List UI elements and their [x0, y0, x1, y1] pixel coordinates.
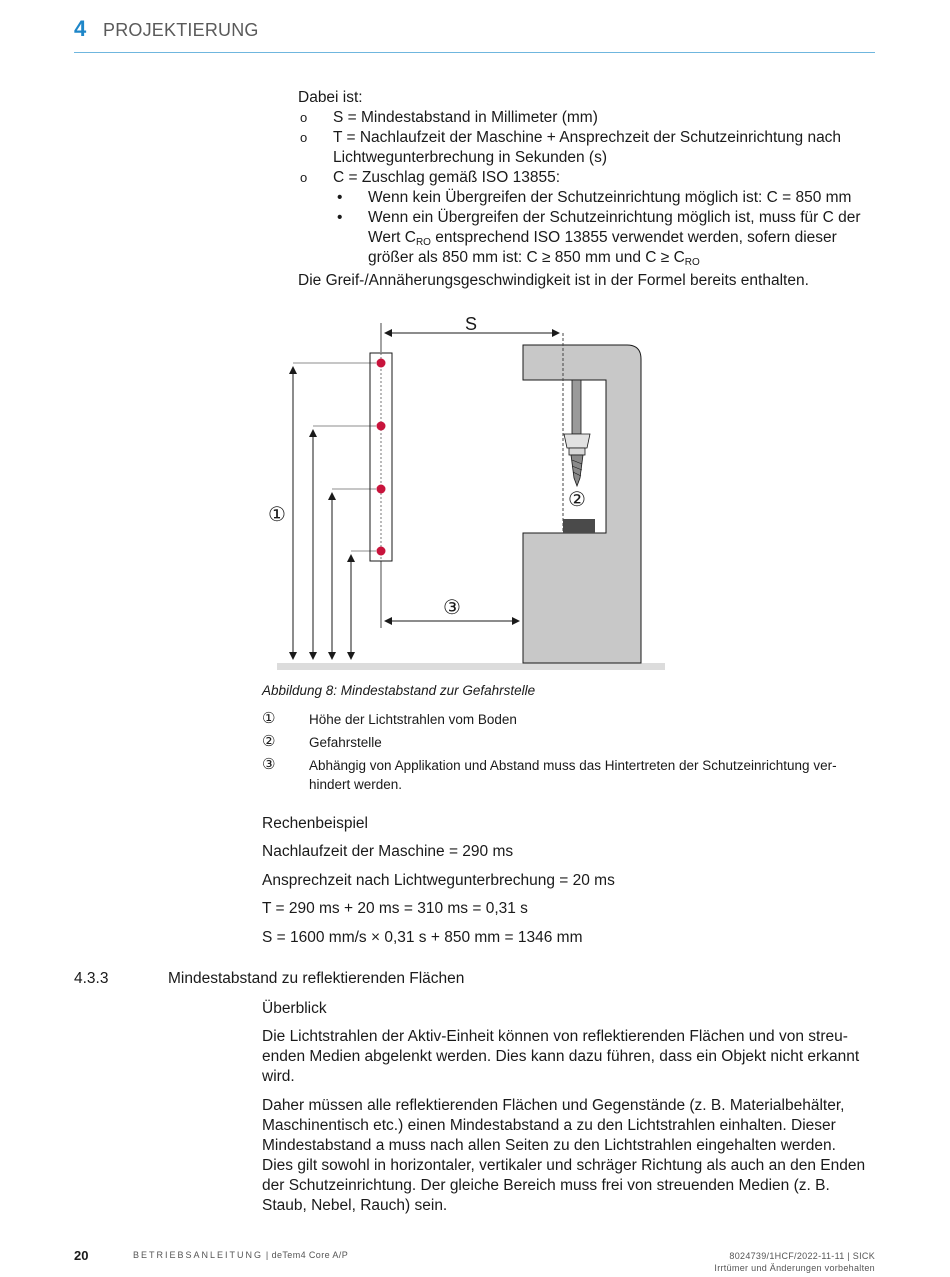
intro-closing: Die Greif-/Annäherungsgeschwindigkeit ist in der Formel bereits enthalten.	[298, 272, 809, 289]
dabei-label: Dabei ist:	[298, 89, 363, 106]
item-c2-line2: Wert $C_{RO}$ entsprechend ISO 13855 verwendet werden, sofern dieser	[368, 229, 837, 248]
item-t-line1: T = Nachlaufzeit der Maschine + Ansprechzeit der Schutzeinrichtung nach	[333, 129, 842, 146]
item-c2-line3: größer als 850 mm ist: C ≥ 850 mm und $C \ge C_{RO}$	[368, 249, 700, 268]
figure-caption: Abbildung 8: Mindestabstand zur Gefahrstelle	[262, 683, 536, 698]
para1-line: Die Lichtstrahlen der Aktiv-Einheit können von reflektierenden Flächen und von streu-	[262, 1028, 848, 1045]
label-s: S	[464, 314, 478, 334]
legend-num-2: ②	[262, 733, 276, 750]
example-line: S = 1600 mm/s × 0,31 s + 850 mm = 1346 mm	[262, 929, 583, 946]
example-line: Nachlaufzeit der Maschine = 290 ms	[262, 843, 514, 860]
callout-3: ③	[443, 595, 461, 619]
legend-text-1: Höhe der Lichtstrahlen vom Boden	[309, 712, 517, 727]
para2-line: Staub, Nebel, Rauch) sein.	[262, 1197, 448, 1214]
bullet-t: o	[300, 130, 308, 145]
beam-dot	[377, 359, 386, 368]
legend-text-3: Abhängig von Applikation und Abstand muss das Hintertreten der Schutzeinrichtung ver-	[309, 758, 837, 773]
drill-bit	[571, 455, 583, 486]
item-c1: Wenn kein Übergreifen der Schutzeinrichtung möglich ist: C = 850 mm	[368, 189, 852, 206]
para2-line: Maschinentisch etc.) einen Mindestabstand a zu den Lichtstrahlen einhalten. Dieser	[262, 1117, 836, 1134]
example-heading: Rechenbeispiel	[262, 815, 368, 832]
item-c: C = Zuschlag gemäß ISO 13855:	[333, 169, 561, 186]
callout-1: ①	[268, 502, 286, 526]
overview-heading: Überblick	[262, 1000, 327, 1017]
example-line: Ansprechzeit nach Lichtwegunterbrechung = 20 ms	[262, 872, 615, 889]
chapter-number: 4	[74, 16, 87, 41]
para2-line: Dies gilt sowohl in horizontaler, vertikaler und schräger Richtung als auch an den Enden	[262, 1157, 866, 1174]
para1-line: enden Medien abgelenkt werden. Dies kann dazu führen, dass ein Objekt nicht erkannt	[262, 1048, 860, 1065]
item-c2-line1: Wenn ein Übergreifen der Schutzeinrichtung möglich ist, muss für C der	[368, 209, 861, 226]
dot-c2: •	[337, 209, 343, 226]
para2-line: Daher müssen alle reflektierenden Flächen und Gegenstände (z. B. Materialbehälter,	[262, 1097, 845, 1114]
tool-spindle	[572, 380, 581, 434]
beam-dot	[377, 422, 386, 431]
floor-line	[277, 663, 665, 670]
footer-doc-id: 8024739/1HCF/2022-11-11 | SICK Irrtümer und Änderungen vorbehalten	[714, 1251, 875, 1273]
footer-doc-title: BETRIEBSANLEITUNG | deTem4 Core A/P	[133, 1250, 349, 1260]
bullet-s: o	[300, 110, 308, 125]
height-arrows	[293, 367, 351, 659]
para2-line: Mindestabstand a muss nach allen Seiten zu den Lichtstrahlen eingehalten werden.	[262, 1137, 836, 1154]
item-t-line2: Lichtwegunterbrechung in Sekunden (s)	[333, 149, 608, 166]
legend-num-1: ①	[262, 710, 276, 727]
bullet-c: o	[300, 170, 308, 185]
workpiece-block	[563, 519, 595, 533]
item-s: S = Mindestabstand in Millimeter (mm)	[333, 109, 598, 126]
chapter-title: PROJEKTIERUNG	[103, 20, 259, 40]
section-number: 4.3.3	[74, 970, 109, 987]
legend-text-2: Gefahrstelle	[309, 735, 382, 750]
para2-line: der Schutzeinrichtung. Der gleiche Bereich muss frei von streuenden Medien (z. B.	[262, 1177, 830, 1194]
beam-dot	[377, 547, 386, 556]
para1-line: wird.	[262, 1068, 295, 1085]
dot-c1: •	[337, 189, 343, 206]
tool-holder	[564, 434, 590, 448]
legend-num-3: ③	[262, 756, 276, 773]
callout-2: ②	[568, 487, 586, 511]
legend-text-3b: hindert werden.	[309, 777, 403, 792]
section-title: Mindestabstand zu reflektierenden Flächen	[168, 970, 465, 987]
beam-dot	[377, 485, 386, 494]
example-line: T = 290 ms + 20 ms = 310 ms = 0,31 s	[262, 900, 528, 917]
page-number: 20	[74, 1248, 89, 1263]
